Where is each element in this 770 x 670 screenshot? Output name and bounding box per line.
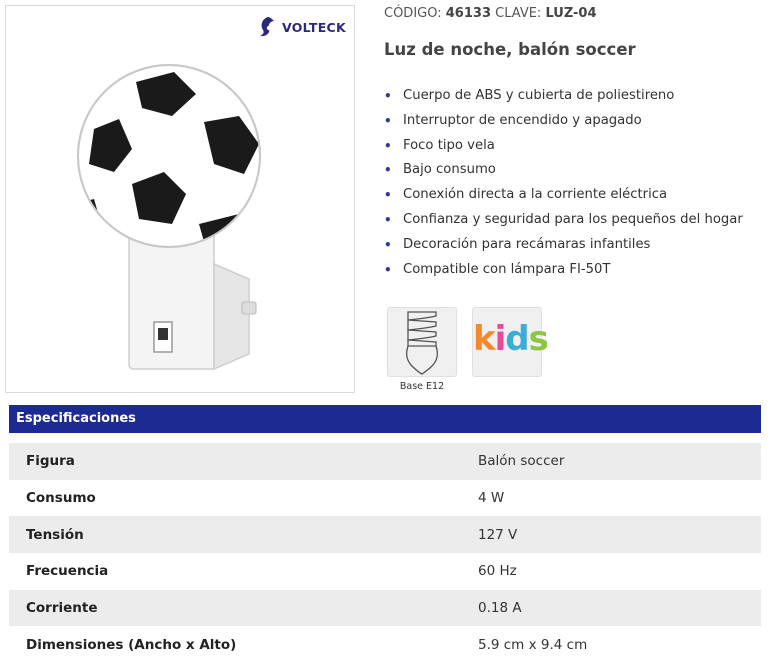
spec-label: Consumo bbox=[26, 490, 96, 507]
kids-letter: k bbox=[473, 319, 495, 359]
code-value: 46133 bbox=[445, 6, 491, 21]
feature-item: • Decoración para recámaras infantiles bbox=[384, 235, 743, 260]
bullet-icon: • bbox=[384, 237, 392, 252]
spec-row bbox=[9, 443, 761, 480]
bullet-icon: • bbox=[384, 113, 392, 128]
key-value: LUZ-04 bbox=[545, 6, 597, 21]
spec-label: Figura bbox=[26, 453, 75, 470]
spec-label: Corriente bbox=[26, 600, 98, 617]
specs-header: Especificaciones bbox=[9, 405, 761, 433]
product-title: Luz de noche, balón soccer bbox=[384, 40, 636, 59]
spec-row bbox=[9, 626, 761, 663]
kids-badge bbox=[472, 307, 548, 377]
bullet-icon: • bbox=[384, 212, 392, 227]
product-image-frame bbox=[5, 5, 355, 393]
spec-value: 5.9 cm x 9.4 cm bbox=[478, 636, 588, 653]
kids-word bbox=[473, 319, 548, 359]
feature-item: • Compatible con lámpara FI-50T bbox=[384, 260, 743, 285]
kids-letter: i bbox=[494, 319, 506, 359]
spec-value: Balón soccer bbox=[478, 453, 565, 470]
kids-letter: s bbox=[528, 319, 548, 359]
feature-item: • Confianza y seguridad para los pequeños del hogar bbox=[384, 210, 743, 235]
spec-row bbox=[9, 480, 761, 517]
candle-bulb-icon bbox=[388, 308, 456, 376]
specs-table bbox=[9, 443, 761, 663]
feature-item: • Foco tipo vela bbox=[384, 136, 743, 161]
bullet-icon: • bbox=[384, 188, 392, 203]
kids-letter: d bbox=[505, 319, 529, 359]
feature-item: • Cuerpo de ABS y cubierta de poliestireno bbox=[384, 86, 743, 111]
spec-row bbox=[9, 590, 761, 627]
bullet-icon: • bbox=[384, 89, 392, 103]
bullet-icon: • bbox=[384, 138, 392, 153]
brand-name: VOLTECK bbox=[281, 19, 346, 35]
volteck-swirl-icon bbox=[258, 16, 278, 38]
key-label: CLAVE: bbox=[495, 6, 542, 21]
brand-logo bbox=[258, 16, 346, 38]
spec-value: 4 W bbox=[478, 490, 505, 507]
code-label: CÓDIGO: bbox=[384, 6, 442, 21]
spec-label: Frecuencia bbox=[26, 563, 109, 580]
spec-row bbox=[9, 553, 761, 590]
feature-item: • Interruptor de encendido y apagado bbox=[384, 111, 743, 136]
base-e12-caption: Base E12 bbox=[399, 381, 445, 392]
spec-label: Dimensiones (Ancho x Alto) bbox=[26, 636, 237, 653]
bullet-icon: • bbox=[384, 262, 392, 277]
spec-value: 127 V bbox=[478, 526, 518, 543]
spec-row bbox=[9, 516, 761, 553]
soccer-ball-night-light-image bbox=[74, 64, 274, 384]
spec-value: 60 Hz bbox=[478, 563, 517, 580]
product-code-line bbox=[384, 6, 597, 21]
base-e12-badge bbox=[387, 307, 457, 377]
spec-value: 0.18 A bbox=[478, 600, 522, 617]
feature-item: • Bajo consumo bbox=[384, 160, 743, 185]
feature-item: • Conexión directa a la corriente eléctrica bbox=[384, 185, 743, 210]
spec-label: Tensión bbox=[26, 526, 84, 543]
feature-list bbox=[384, 86, 743, 284]
bullet-icon: • bbox=[384, 163, 392, 178]
